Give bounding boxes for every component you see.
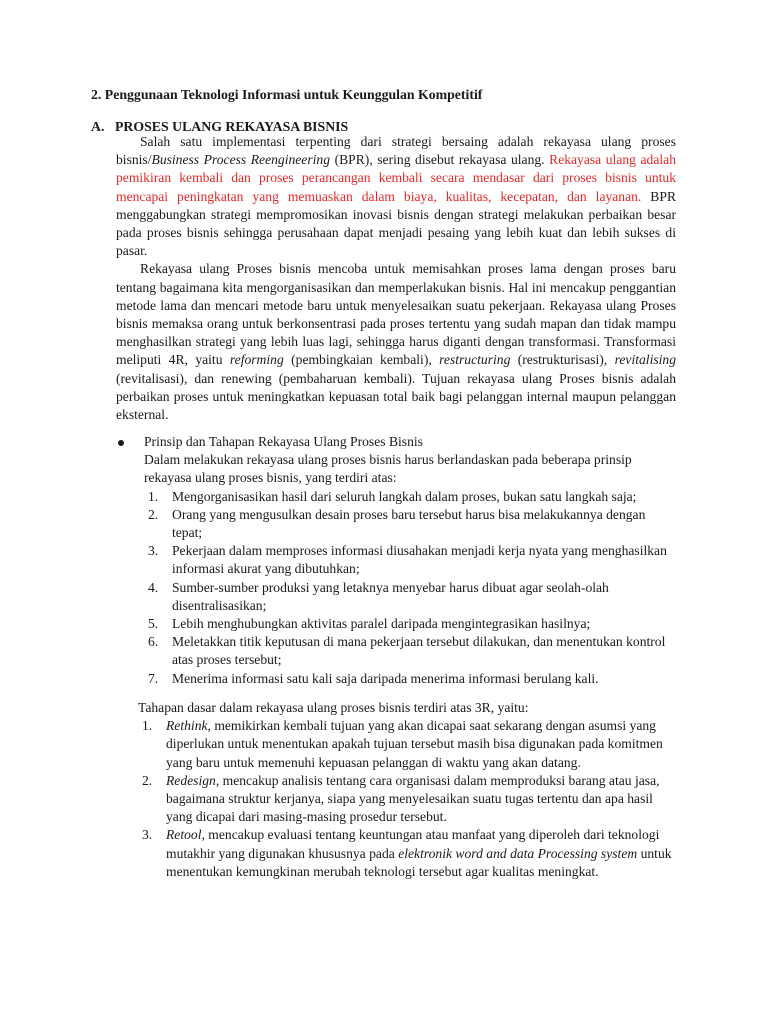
stages-list — [138, 717, 678, 881]
para2-text-3: (restrukturisasi), — [510, 352, 615, 368]
principles-list — [144, 488, 676, 688]
list-item-text: Lebih menghubungkan aktivitas paralel daripada mengintegrasikan hasilnya; — [172, 616, 591, 632]
list-item — [144, 542, 676, 578]
bullet-item — [116, 433, 676, 688]
para2-italic-restructuring: restructuring — [439, 352, 511, 368]
document-title: 2. Penggunaan Teknologi Informasi untuk Keunggulan Kompetitif — [91, 87, 483, 102]
stages-intro: Tahapan dasar dalam rekayasa ulang proses bisnis terdiri atas 3R, yaitu: — [138, 700, 529, 715]
list-number: 1. — [148, 488, 159, 504]
para2-text-2: (pembingkaian kembali), — [283, 352, 440, 368]
list-item — [144, 506, 676, 542]
list-number: 1. — [142, 718, 153, 734]
stage-italic-system: elektronik word and data Processing system — [398, 845, 638, 861]
stage-term-rethink: Rethink — [166, 718, 208, 734]
list-item-text: , memikirkan kembali tujuan yang akan dicapai saat sekarang dengan asumsi yang diperlukan untuk menentukan apakah tujuan tersebut masih bisa digunakan pada komitmen yang baru untuk memenuhi kepuasan pelanggan di waktu yang akan datang. — [166, 718, 663, 770]
list-item-text: Pekerjaan dalam memproses informasi diusahakan menjadi kerja nyata yang menghasilkan informasi akurat yang dibutuhkan; — [172, 543, 667, 577]
section-body — [116, 133, 676, 424]
para1-highlighted-definition: Rekayasa ulang adalah pemikiran kembali dan proses perancangan kembali secara mendasar dari proses bisnis untuk mencapai peningkatan yang memuaskan dalam biaya, kualitas, kecepatan, dan layanan. — [116, 152, 676, 204]
list-item-text-2: untuk menentukan kemungkinan merubah teknologi tersebut agar kualitas meningkat. — [166, 845, 672, 879]
list-number: 5. — [148, 616, 159, 632]
list-number: 6. — [148, 634, 159, 650]
stage-term-redesign: Redesign — [166, 772, 216, 788]
list-item-text: Meletakkan titik keputusan di mana pekerjaan tersebut dilakukan, dan menentukan kontrol atas proses tersebut; — [172, 634, 666, 668]
para2-text-4: (revitalisasi), dan renewing (pembaharuan kembali). Tujuan rekayasa ulang Proses bisnis adalah perbaikan proses untuk meningkatkan kepuasan total baik bagi pelanggan internal maupun pelanggan eksternal. — [116, 370, 676, 423]
list-item-text: Sumber-sumber produksi yang letaknya menyebar harus dibuat agar seolah-olah disentralisasikan; — [172, 579, 609, 613]
para1-text-1: Salah satu implementasi terpenting dari strategi bersaing adalah rekayasa ulang proses bisnis/ — [116, 134, 676, 168]
para2-italic-reforming: reforming — [229, 352, 284, 368]
bullet-icon — [118, 440, 124, 446]
list-item — [138, 717, 678, 772]
para1-italic-term: Business Process Reengineering — [151, 152, 331, 168]
principles-intro: Dalam melakukan rekayasa ulang proses bisnis harus berlandaskan pada beberapa prinsip rekayasa ulang proses bisnis, yang terdiri atas: — [144, 452, 632, 486]
list-item — [138, 772, 678, 827]
paragraph-bpr-definition — [116, 133, 676, 260]
list-item-text: Mengorganisasikan hasil dari seluruh langkah dalam proses, bukan satu langkah saja; — [172, 488, 637, 504]
stages-section — [138, 699, 678, 881]
list-item-text: , mencakup evaluasi tentang keuntungan atau manfaat yang diperoleh dari teknologi mutakhir yang digunakan khususnya pada — [166, 827, 660, 861]
list-number: 2. — [148, 506, 159, 522]
list-number: 4. — [148, 579, 159, 595]
paragraph-bpr-transformation — [116, 260, 676, 424]
section-heading-text: PROSES ULANG REKAYASA BISNIS — [115, 119, 349, 134]
para2-italic-revitalising: revitalising — [614, 352, 677, 368]
section-letter: A. — [91, 119, 105, 134]
list-item-text: , mencakup analisis tentang cara organisasi dalam memproduksi barang atau jasa, bagaimana struktur kerjanya, siapa yang menyelesaikan suatu tugas tertentu dan apa hasil yang dicapai dari masing-masing prosedur tersebut. — [166, 772, 660, 825]
list-number: 3. — [142, 827, 153, 843]
stage-term-retool: Retool — [166, 827, 202, 843]
list-item — [138, 826, 678, 881]
list-number: 7. — [148, 670, 159, 686]
list-item-text: Menerima informasi satu kali saja daripada menerima informasi berulang kali. — [172, 670, 599, 686]
list-item — [144, 670, 676, 688]
list-item — [144, 579, 676, 615]
principles-heading: Prinsip dan Tahapan Rekayasa Ulang Proses Bisnis — [144, 434, 423, 449]
list-number: 3. — [148, 543, 159, 559]
list-item — [144, 633, 676, 669]
principles-section — [116, 433, 676, 688]
list-item-text: Orang yang mengusulkan desain proses baru tersebut harus bisa melakukannya dengan tepat; — [172, 506, 646, 541]
para1-text-2: (BPR), sering disebut rekayasa ulang. — [330, 152, 550, 168]
para2-text-1: Rekayasa ulang Proses bisnis mencoba untuk memisahkan proses lama dengan proses baru tentang bagaimana kita mengorganisasikan dan memperlakukan bisnis. Hal ini mencakup penggantian metode lama dan mencari metode baru untuk menyelesaikan suatu pekerjaan. Rekayasa ulang Proses bisnis memaksa orang untuk berkonsentrasi pada proses tertentu yang sudah mapan dan tidak mampu menghasilkan strategi yang lebih luas lagi, sehingga harus diganti dengan transformasi. Transformasi meliputi 4R, yaitu — [116, 261, 676, 368]
para1-text-3: BPR menggabungkan strategi mempromosikan inovasi bisnis dengan strategi melakukan perbaikan besar pada proses bisnis sehingga perusahaan dapat menjadi pesaing yang lebih kuat dan lebih sukses di pasar. — [116, 188, 677, 259]
list-item — [144, 488, 676, 506]
list-number: 2. — [142, 772, 153, 788]
list-item — [144, 615, 676, 633]
